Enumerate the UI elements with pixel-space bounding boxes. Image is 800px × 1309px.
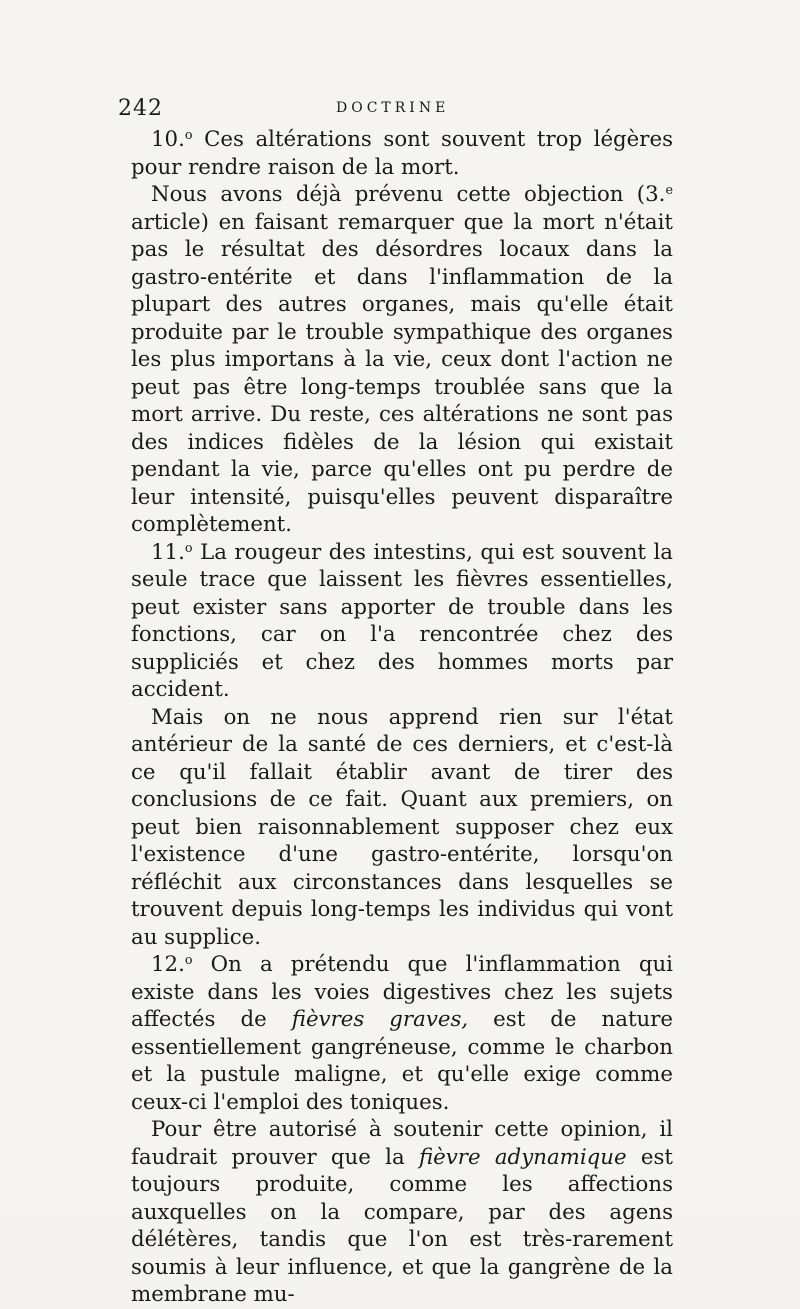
point-number: 11. xyxy=(151,539,185,565)
paragraph-reply-10 xyxy=(131,181,673,539)
point-number: 10. xyxy=(151,127,185,152)
paragraph-reply-11 xyxy=(131,704,673,952)
paragraph-text: Pour être autorisé à soutenir cette opinion, il faudrait prouver que la xyxy=(131,1117,673,1170)
paragraph-text: article) en faisant remarquer que la mort n'était pas le résultat des désordres locaux dans la gastro-entérite et dans l'inflammation de la plupart des autres organes, mais qu'elle était produite par le trouble sympathique des organes les plus importans à la vie, ceux dont l'action ne peut pas être long-temps troublée sans que la mort arrive. Du reste, ces altérations ne sont pas des indices fidèles de la lésion qui existait pendant la vie, parce qu'elles ont pu perdre de leur intensité, puisqu'elles peuvent disparaître complètement. xyxy=(131,209,673,537)
paragraph-text: Nous avons déjà prévenu cette objection (3. xyxy=(151,182,666,207)
point-sup: o xyxy=(184,540,193,556)
paragraph-text: est toujours produite, comme les affections auxquelles on la compare, par des agens délétères, tandis que l'on est très-rarement soumis à leur influence, et que la gangrène de la membrane mu- xyxy=(131,1144,673,1307)
paragraph-text: Ces altérations sont souvent trop légères pour rendre raison de la mort. xyxy=(131,127,673,180)
body-text xyxy=(131,126,673,1309)
italic-term: fièvre adynamique xyxy=(418,1144,627,1170)
paragraph-text: est de nature essentiellement gangréneuse, comme le charbon et la pustule maligne, et qu'elle exige comme ceux-ci l'emploi des toniques. xyxy=(131,1007,674,1115)
paragraph-text: Mais on ne nous apprend rien sur l'état antérieur de la santé de ces derniers, et c'est-là ce qu'il fallait établir avant de tirer des conclusions de ce fait. Quant aux premiers, on peut bien raisonnablement supposer chez eux l'existence d'une gastro-entérite, lorsqu'on réfléchit aux circonstances dans lesquelles se trouvent depuis long-temps les individus qui vont au supplice. xyxy=(131,704,673,950)
italic-term: fièvres graves, xyxy=(291,1007,469,1032)
paragraph-point-10 xyxy=(131,126,673,181)
ordinal-sup: e xyxy=(665,182,673,198)
paragraph-point-11 xyxy=(131,539,673,704)
page-header xyxy=(118,96,678,124)
point-sup: o xyxy=(184,952,193,968)
paragraph-text: On a prétendu que l'inflammation qui existe dans les voies digestives chez les sujets affectés de xyxy=(131,952,673,1032)
paragraph-reply-12 xyxy=(131,1116,673,1309)
paragraph-point-12 xyxy=(131,951,673,1116)
paragraph-text: La rougeur des intestins, qui est souvent la seule trace que laissent les fièvres essentielles, peut exister sans apporter de trouble dans les fonctions, car on l'a rencontrée chez des suppliciés et chez des hommes morts par accident. xyxy=(131,539,673,702)
page-number: 242 xyxy=(118,96,163,121)
running-head: DOCTRINE xyxy=(336,100,450,116)
point-sup: o xyxy=(184,127,193,143)
point-number: 12. xyxy=(151,952,185,977)
